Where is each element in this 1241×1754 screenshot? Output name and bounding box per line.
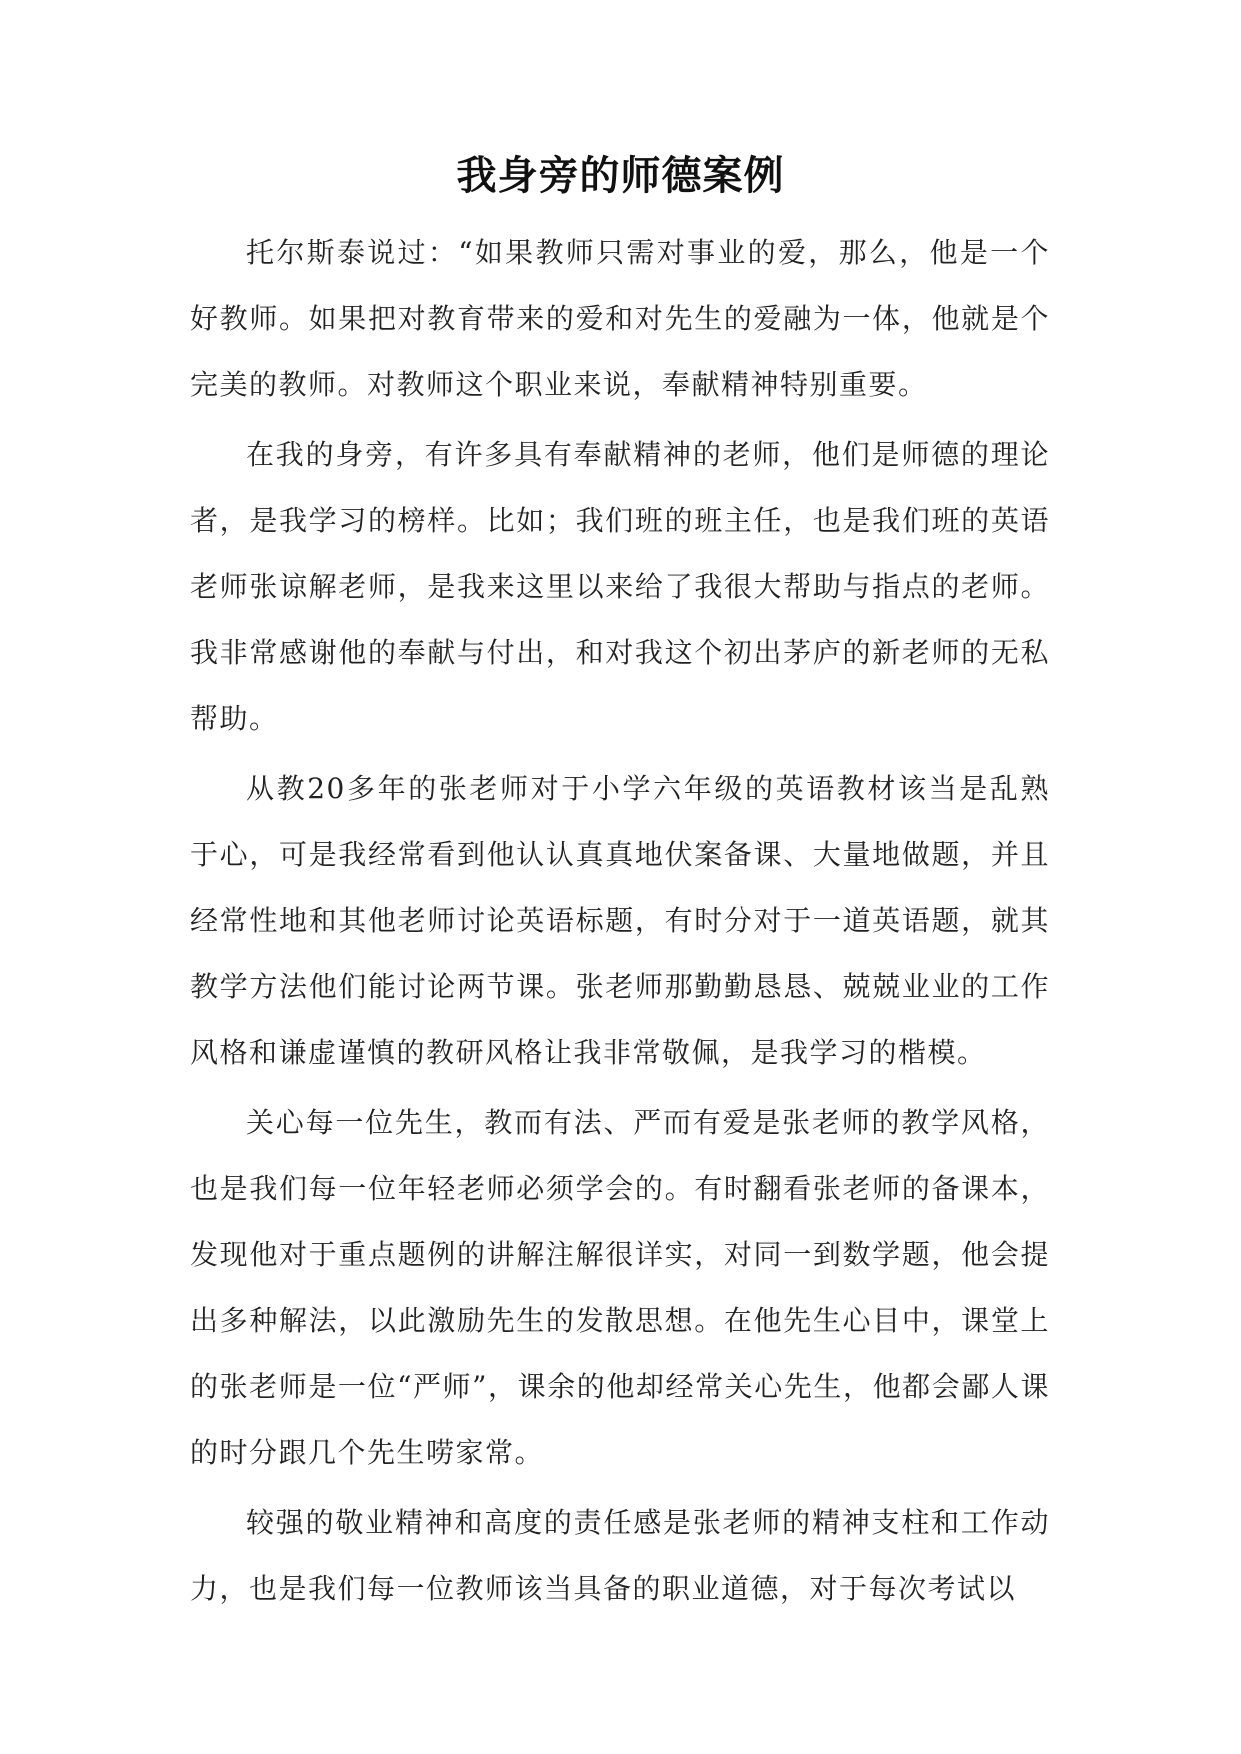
body-text <box>190 220 1050 1626</box>
page-title: 我身旁的师德案例 <box>456 153 785 199</box>
paragraph: 关心每一位先生，教而有法、严而有爱是张老师的教学风格，也是我们每一位年轻老师必须学会的。有时翻看张老师的备课本，发现他对于重点题例的讲解注解很详实，对同一到数学题，他会提出多种解法，以此激励先生的发散思想。在他先生心目中，课堂上的张老师是一位“严师”，课余的他却经常关心先生，他都会鄙人课的时分跟几个先生唠家常。 <box>190 1106 1050 1469</box>
paragraph: 在我的身旁，有许多具有奉献精神的老师，他们是师德的理论者，是我学习的榜样。比如；我们班的班主任，也是我们班的英语老师张谅解老师，是我来这里以来给了我很大帮助与指点的老师。我非常感谢他的奉献与付出，和对我这个初出茅庐的新老师的无私帮助。 <box>190 438 1050 735</box>
paragraph: 从教20多年的张老师对于小学六年级的英语教材该当是乱熟于心，可是我经常看到他认认真真地伏案备课、大量地做题，并且经常性地和其他老师讨论英语标题，有时分对于一道英语题，就其教学方法他们能讨论两节课。张老师那勤勤恳恳、兢兢业业的工作风格和谦虚谨慎的教研风格让我非常敬佩，是我学习的楷模。 <box>190 772 1050 1069</box>
paragraph: 较强的敬业精神和高度的责任感是张老师的精神支柱和工作动力，也是我们每一位教师该当具备的职业道德，对于每次考试以 <box>190 1506 1050 1605</box>
paragraph: 托尔斯泰说过：“如果教师只需对事业的爱，那么，他是一个好教师。如果把对教育带来的爱和对先生的爱融为一体，他就是个完美的教师。对教师这个职业来说，奉献精神特别重要。 <box>190 236 1050 401</box>
